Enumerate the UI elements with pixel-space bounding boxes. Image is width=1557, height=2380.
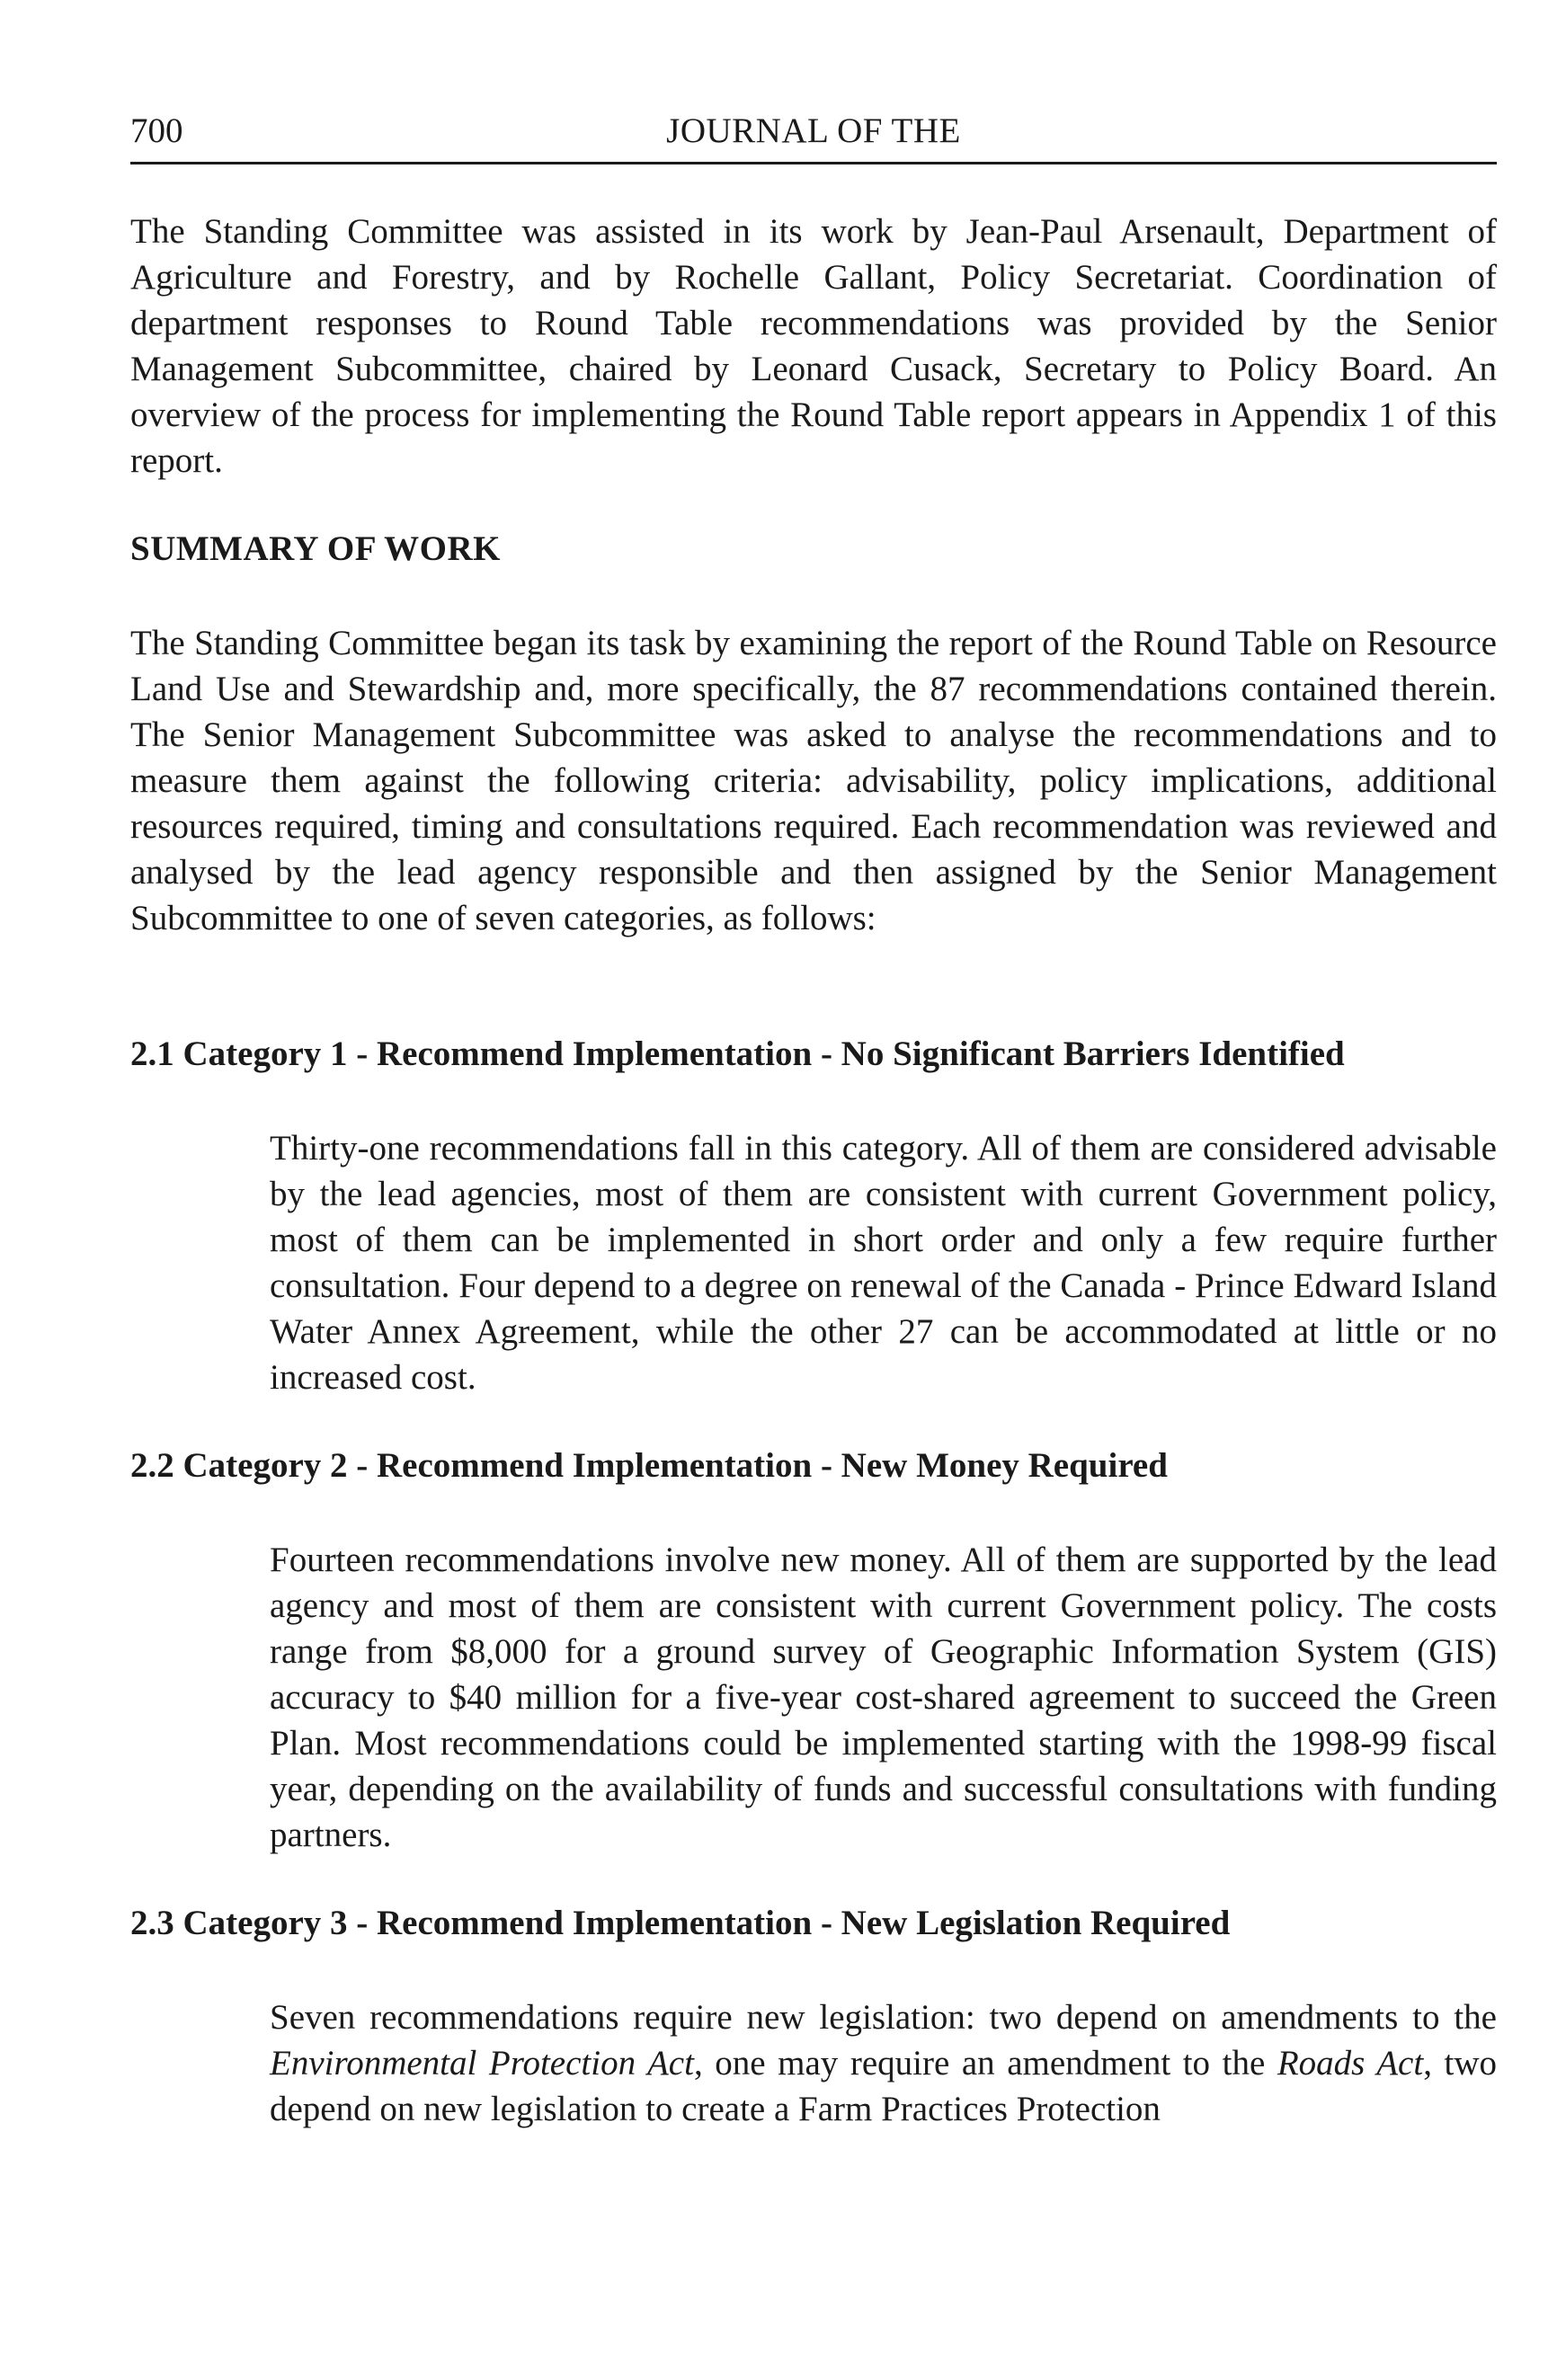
section-number: 2.1	[130, 1035, 174, 1073]
section-number: 2.2	[130, 1446, 174, 1485]
section-title: Category 3 - Recommend Implementation - New Legislation Required	[182, 1904, 1231, 1942]
intro-paragraph: The Standing Committee was assisted in its work by Jean-Paul Arsenault, Department of Agriculture and Forestry, and by Rochelle Gallant, Policy Secretariat. Coordination of department responses to Round Table recommendations was provided by the Senior Management Subcommittee, chaired by Leonard Cusack, Secretary to Policy Board. An overview of the process for implementing the Round Table report appears in Appendix 1 of this report.	[130, 212, 1497, 480]
section-title: Category 1 - Recommend Implementation - No Significant Barriers Identified	[182, 1035, 1345, 1073]
page-header	[130, 108, 1497, 164]
text-run: , two depend on new legislation to create a Farm Practices Protection	[270, 2044, 1498, 2128]
section-text-2-2: Fourteen recommendations involve new money. All of them are supported by the lead agency and most of them are consistent with current Government policy. The costs range from $8,000 for a ground survey of Geographic Information System (GIS) accuracy to $40 million for a five-year cost-shared agreement to succeed the Green Plan. Most recommendations could be implemented starting with the 1998-99 fiscal year, depending on the availability of funds and successful consultations with funding partners.	[270, 1541, 1497, 1854]
page-number: 700	[130, 111, 183, 150]
running-head: JOURNAL OF THE	[666, 111, 961, 150]
section-text-2-3	[270, 1994, 1497, 2132]
section-heading-2-1	[130, 1034, 1533, 1075]
text-run: , one may require an amendment to the	[693, 2044, 1277, 2082]
section-heading-2-3	[130, 1903, 1533, 1944]
act-title-environmental-protection: Environmental Protection Act	[270, 2044, 694, 2082]
section-number: 2.3	[130, 1904, 174, 1942]
section-title: Category 2 - Recommend Implementation - New Money Required	[182, 1446, 1168, 1485]
section-text-2-1: Thirty-one recommendations fall in this category. All of them are considered advisable by the lead agencies, most of them are consistent with current Government policy, most of them can be implemented in short order and only a few require further consultation. Four depend to a degree on renewal of the Canada - Prince Edward Island Water Annex Agreement, while the other 27 can be accommodated at little or no increased cost.	[270, 1129, 1497, 1397]
summary-heading: SUMMARY OF WORK	[130, 529, 501, 568]
text-run: Seven recommendations require new legislation: two depend on amendments to the	[270, 1998, 1497, 2037]
act-title-roads: Roads Act	[1277, 2044, 1424, 2082]
section-heading-2-2	[130, 1445, 1533, 1487]
summary-paragraph: The Standing Committee began its task by examining the report of the Round Table on Resource Land Use and Stewardship and, more specifically, the 87 recommendations contained therein. The Senior Management Subcommittee was asked to analyse the recommendations and to measure them against the following criteria: advisability, policy implications, additional resources required, timing and consultations required. Each recommendation was reviewed and analysed by the lead agency responsible and then assigned by the Senior Management Subcommittee to one of seven categories, as follows:	[130, 624, 1497, 937]
